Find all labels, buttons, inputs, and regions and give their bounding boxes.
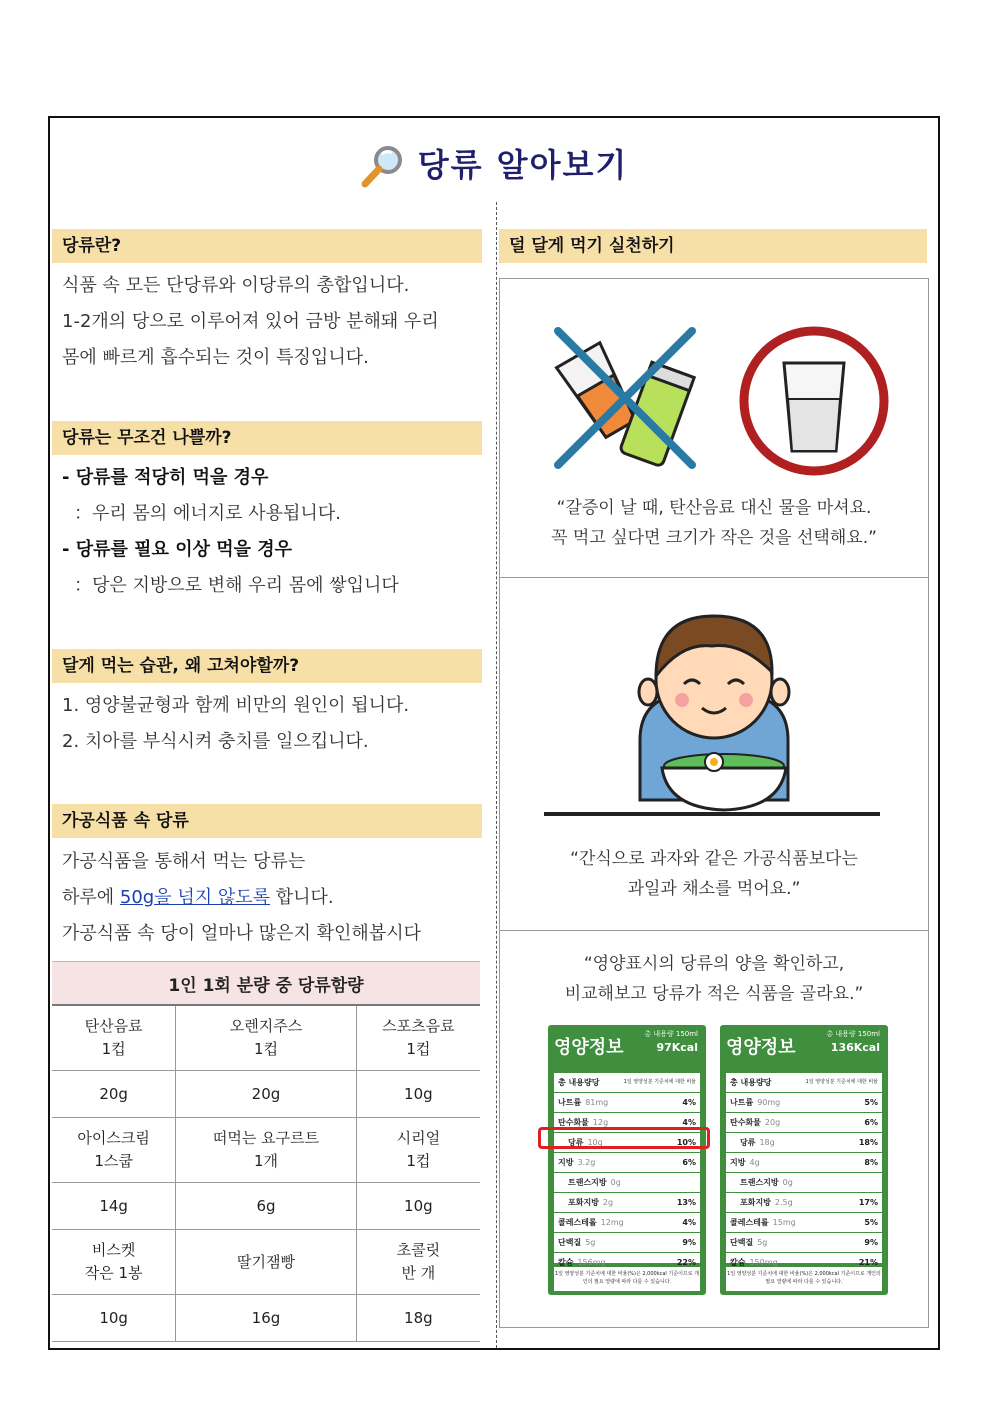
page-title: 당류 알아보기 [50, 140, 938, 190]
table-row: 탄산음료 1컵 오렌지주스 1컵 스포츠음료 1컵 [52, 1005, 480, 1071]
limit-50g-link: 50g을 넘지 않도록 [119, 887, 270, 908]
section-header-habit: 달게 먹는 습관, 왜 고쳐야할까? [52, 649, 482, 683]
table-row: 비스켓 작은 1봉 딸기잼빵 초콜릿 반 개 [52, 1230, 480, 1295]
sugar-content-table [52, 961, 480, 1342]
water-glass-illustration [736, 323, 892, 479]
caption-snacks: “간식으로 과자와 같은 가공식품보다는 과일과 채소를 먹어요.” [570, 849, 858, 899]
caption-labels: “영양표시의 당류의 양을 확인하고, 비교해보고 당류가 적은 식품을 골라요.” [564, 954, 864, 1004]
section-header-practice: 덜 달게 먹기 실천하기 [499, 229, 927, 263]
section-header-bad: 당류는 무조건 나쁠까? [52, 421, 482, 455]
table-row: 10g 16g 18g [52, 1295, 480, 1342]
table-row: 14g 6g 10g [52, 1183, 480, 1230]
section-header-processed: 가공식품 속 당류 [52, 804, 482, 838]
sugar-row-2: 당류 18g 18% [726, 1133, 882, 1153]
caption-drinks: “갈증이 날 때, 탄산음료 대신 물을 마셔요. 꼭 먹고 싶다면 크기가 작은 것을 선택해요.” [551, 498, 877, 548]
soda-crossed-illustration [550, 323, 700, 473]
nutrition-table-2: 총 내용량당 1일 영양성분 기준치에 대한 비율 나트륨 90mg 5% 탄수화물 20g 6% 당류 18g 18% 지방 4g 8% 트랜스지방 0g 포화지방 2.5g 17% 콜레스테롤 15mg 5% 단백질 5g 9% 칼슘 150mg 21% [726, 1073, 882, 1263]
table-title: 1인 1회 분량 중 당류함량 [52, 962, 480, 1006]
practice-box-labels [499, 930, 929, 1328]
page-frame [48, 116, 940, 1350]
processed-text: 가공식품을 통해서 먹는 당류는 하루에 50g을 넘지 않도록 합니다. 가공식품 속 당이 얼마나 많은지 확인해봅시다 [62, 851, 421, 944]
table-row: 20g 20g 10g [52, 1071, 480, 1118]
sugar-row-1: 당류 10g 10% [554, 1133, 700, 1153]
sugar-highlight-box [538, 1127, 710, 1149]
magnifier-icon [360, 144, 406, 190]
bad-text: - 당류를 적당히 먹을 경우 ：우리 몸의 에너지로 사용됩니다. - 당류를 필요 이상 먹을 경우 ：당은 지방으로 변해 우리 몸에 쌓입니다 [62, 467, 399, 596]
boy-eating-salad-illustration [544, 608, 884, 818]
habit-text: 1. 영양불균형과 함께 비만의 원인이 됩니다. 2. 치아를 부식시켜 충치를 일으킵니다. [62, 695, 410, 752]
table-row: 아이스크림 1스쿱 떠먹는 요구르트 1개 시리얼 1컵 [52, 1118, 480, 1183]
column-divider [496, 202, 497, 1348]
nutrition-label-1: 영양정보 총 내용량 150ml 97Kcal 총 내용량당 1일 영양성분 기준치에 대한 비율 나트륨 81mg 4% 탄수화물 12g 4% 당류 10g 10% 지방 3.2g 6% 트랜스지방 0g 포화지방 2g 13% 콜레스테롤 12mg 4% 단백질 5g 9% 칼슘 156mg 22% 1일 영양성분 기준치에 대한 비율(%)은 2,000kcal 기준이므로 개인의 필요 열량에 따라 다를 수 있습니다. [548, 1025, 706, 1295]
nutrition-table-1: 총 내용량당 1일 영양성분 기준치에 대한 비율 나트륨 81mg 4% 탄수화물 12g 4% 당류 10g 10% 지방 3.2g 6% 트랜스지방 0g 포화지방 2g 13% 콜레스테롤 12mg 4% 단백질 5g 9% 칼슘 156mg 22% [554, 1073, 700, 1263]
section-header-what: 당류란? [52, 229, 482, 263]
practice-box-snacks [499, 577, 929, 931]
what-text: 식품 속 모든 단당류와 이당류의 총합입니다. 1-2개의 당으로 이루어져 있어 금방 분해돼 우리 몸에 빠르게 흡수되는 것이 특징입니다. [62, 275, 439, 368]
practice-box-drinks [499, 278, 929, 578]
nutrition-label-2: 영양정보 총 내용량 150ml 136Kcal 총 내용량당 1일 영양성분 기준치에 대한 비율 나트륨 90mg 5% 탄수화물 20g 6% 당류 18g 18% 지방 4g 8% 트랜스지방 0g 포화지방 2.5g 17% 콜레스테롤 15mg 5% 단백질 5g 9% 칼슘 150mg 21% 1일 영양성분 기준치에 대한 비율(%)은 2,000kcal 기준이므로 개인의 필요 열량에 따라 다를 수 있습니다. [720, 1025, 888, 1295]
